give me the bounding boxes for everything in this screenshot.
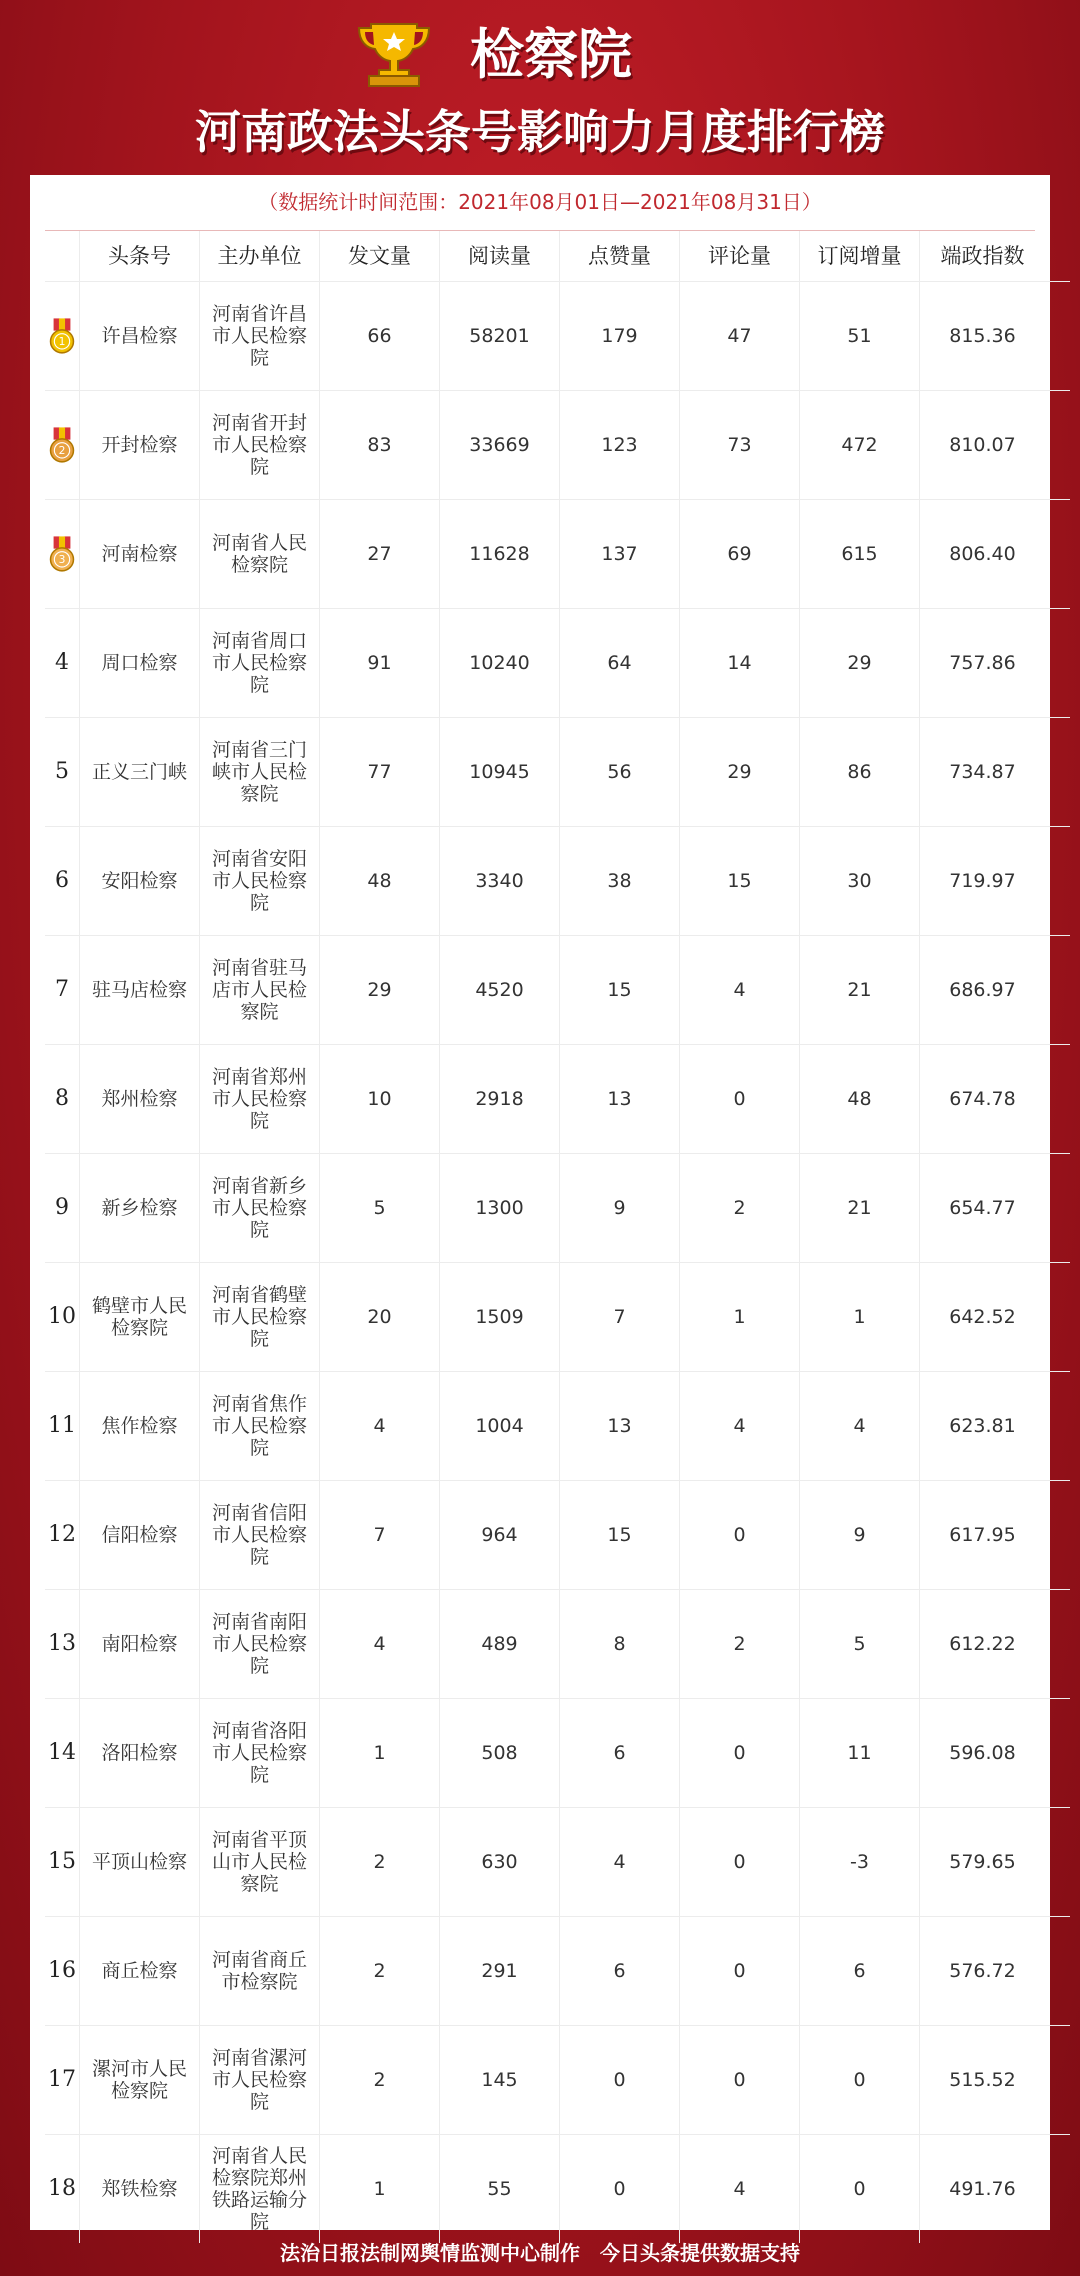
cell-comments: 0: [680, 1917, 800, 2025]
cell-likes: 38: [560, 827, 680, 935]
cell-index: 654.77: [949, 1197, 1016, 1219]
ranking-panel: [30, 175, 1050, 2233]
rank-number: 10: [48, 1304, 76, 1329]
cell-subs: 4: [800, 1372, 920, 1480]
medal-icon: [49, 530, 75, 578]
cell-likes: 13: [560, 1372, 680, 1480]
cell-reads: 55: [440, 2135, 560, 2243]
table-row: [45, 499, 1070, 608]
table-row: [45, 1262, 1070, 1371]
cell-posts: 4: [320, 1590, 440, 1698]
cell-org: 河南省周口市人民检察院: [200, 609, 320, 717]
cell-subs: 5: [800, 1590, 920, 1698]
cell-index: 576.72: [949, 1960, 1016, 1982]
cell-reads: 1300: [440, 1154, 560, 1262]
cell-reads: 2918: [440, 1045, 560, 1153]
cell-subs: 0: [800, 2026, 920, 2134]
rank-number: 18: [48, 2176, 76, 2201]
cell-index: 757.86: [949, 652, 1016, 674]
rank-cell: [45, 282, 80, 390]
cell-account: 洛阳检察: [80, 1699, 200, 1807]
table-row: [45, 2134, 1070, 2243]
cell-reads: 3340: [440, 827, 560, 935]
cell-posts: 4: [320, 1372, 440, 1480]
rank-cell: [45, 2026, 80, 2134]
table-header: [45, 231, 1070, 281]
cell-account: 鹤壁市人民检察院: [80, 1263, 200, 1371]
table-row: [45, 390, 1070, 499]
cell-account: 郑铁检察: [80, 2135, 200, 2243]
table-body: [45, 281, 1070, 2243]
cell-subs: 21: [800, 936, 920, 1044]
cell-org: 河南省洛阳市人民检察院: [200, 1699, 320, 1807]
cell-index: 734.87: [949, 761, 1016, 783]
cell-comments: 2: [680, 1590, 800, 1698]
cell-likes: 123: [560, 391, 680, 499]
table-row: [45, 608, 1070, 717]
rank-cell: [45, 1045, 80, 1153]
cell-comments: 69: [680, 500, 800, 608]
table-row: [45, 1044, 1070, 1153]
cell-reads: 630: [440, 1808, 560, 1916]
cell-posts: 48: [320, 827, 440, 935]
cell-likes: 13: [560, 1045, 680, 1153]
rank-cell: [45, 1808, 80, 1916]
cell-index: 491.76: [949, 2178, 1016, 2200]
rank-cell: [45, 500, 80, 608]
cell-subs: 30: [800, 827, 920, 935]
cell-reads: 1509: [440, 1263, 560, 1371]
cell-comments: 4: [680, 936, 800, 1044]
rank-number: 9: [55, 1195, 69, 1220]
cell-reads: 10945: [440, 718, 560, 826]
cell-org: 河南省开封市人民检察院: [200, 391, 320, 499]
cell-likes: 0: [560, 2135, 680, 2243]
cell-account: 焦作检察: [80, 1372, 200, 1480]
cell-comments: 73: [680, 391, 800, 499]
medal-icon: [49, 312, 75, 360]
cell-likes: 15: [560, 936, 680, 1044]
cell-account: 开封检察: [80, 391, 200, 499]
cell-subs: 86: [800, 718, 920, 826]
cell-subs: 0: [800, 2135, 920, 2243]
rank-cell: [45, 2135, 80, 2243]
cell-comments: 0: [680, 1808, 800, 1916]
rank-cell: [45, 1590, 80, 1698]
rank-cell: [45, 391, 80, 499]
table-row: [45, 1807, 1070, 1916]
cell-likes: 6: [560, 1699, 680, 1807]
cell-reads: 4520: [440, 936, 560, 1044]
cell-org: 河南省平顶山市人民检察院: [200, 1808, 320, 1916]
cell-posts: 2: [320, 2026, 440, 2134]
rank-cell: [45, 1372, 80, 1480]
rank-number: 16: [48, 1958, 76, 1983]
cell-posts: 2: [320, 1808, 440, 1916]
rank-cell: [45, 1154, 80, 1262]
rank-number: 14: [48, 1740, 76, 1765]
rank-number: 13: [48, 1631, 76, 1656]
cell-account: 驻马店检察: [80, 936, 200, 1044]
header-subs: 订阅增量: [800, 231, 920, 281]
rank-number: 12: [48, 1522, 76, 1547]
cell-posts: 29: [320, 936, 440, 1044]
table-row: [45, 2025, 1070, 2134]
cell-likes: 137: [560, 500, 680, 608]
footer-credit: 法治日报法制网舆情监测中心制作 今日头条提供数据支持: [280, 2241, 800, 2265]
cell-account: 信阳检察: [80, 1481, 200, 1589]
cell-index: 642.52: [949, 1306, 1016, 1328]
header-account: 头条号: [80, 231, 200, 281]
cell-index: 623.81: [949, 1415, 1016, 1437]
cell-org: 河南省郑州市人民检察院: [200, 1045, 320, 1153]
cell-posts: 83: [320, 391, 440, 499]
cell-org: 河南省新乡市人民检察院: [200, 1154, 320, 1262]
cell-account: 漯河市人民检察院: [80, 2026, 200, 2134]
cell-comments: 0: [680, 2026, 800, 2134]
cell-comments: 29: [680, 718, 800, 826]
date-range: （数据统计时间范围：2021年08月01日—2021年08月31日）: [45, 175, 1035, 231]
cell-account: 河南检察: [80, 500, 200, 608]
table-row: [45, 1589, 1070, 1698]
header-comments: 评论量: [680, 231, 800, 281]
table-row: [45, 281, 1070, 390]
rank-cell: [45, 1699, 80, 1807]
cell-reads: 11628: [440, 500, 560, 608]
cell-org: 河南省许昌市人民检察院: [200, 282, 320, 390]
cell-index: 515.52: [949, 2069, 1016, 2091]
rank-cell: [45, 1263, 80, 1371]
table-row: [45, 1371, 1070, 1480]
medal-rank-number: 2: [58, 444, 66, 458]
cell-index: 806.40: [949, 543, 1016, 565]
rank-cell: [45, 718, 80, 826]
cell-account: 许昌检察: [80, 282, 200, 390]
header-org: 主办单位: [200, 231, 320, 281]
cell-comments: 47: [680, 282, 800, 390]
cell-index: 810.07: [949, 434, 1016, 456]
ranking-table: [45, 231, 1070, 2243]
table-row: [45, 1153, 1070, 1262]
cell-org: 河南省南阳市人民检察院: [200, 1590, 320, 1698]
page-title: 检察院: [470, 23, 632, 86]
table-row: [45, 935, 1070, 1044]
cell-index: 686.97: [949, 979, 1016, 1001]
cell-org: 河南省焦作市人民检察院: [200, 1372, 320, 1480]
cell-subs: 21: [800, 1154, 920, 1262]
cell-comments: 4: [680, 2135, 800, 2243]
cell-index: 674.78: [949, 1088, 1016, 1110]
cell-likes: 9: [560, 1154, 680, 1262]
cell-reads: 1004: [440, 1372, 560, 1480]
header-reads: 阅读量: [440, 231, 560, 281]
cell-comments: 4: [680, 1372, 800, 1480]
cell-subs: 472: [800, 391, 920, 499]
cell-account: 新乡检察: [80, 1154, 200, 1262]
cell-subs: 29: [800, 609, 920, 717]
rank-number: 4: [55, 650, 69, 675]
cell-posts: 91: [320, 609, 440, 717]
cell-comments: 1: [680, 1263, 800, 1371]
cell-account: 周口检察: [80, 609, 200, 717]
medal-rank-number: 1: [58, 335, 66, 349]
cell-subs: 48: [800, 1045, 920, 1153]
cell-posts: 5: [320, 1154, 440, 1262]
cell-reads: 291: [440, 1917, 560, 2025]
cell-reads: 489: [440, 1590, 560, 1698]
cell-subs: 1: [800, 1263, 920, 1371]
cell-subs: 9: [800, 1481, 920, 1589]
header-posts: 发文量: [320, 231, 440, 281]
rank-number: 15: [48, 1849, 76, 1874]
cell-likes: 15: [560, 1481, 680, 1589]
cell-account: 商丘检察: [80, 1917, 200, 2025]
cell-subs: 51: [800, 282, 920, 390]
cell-account: 正义三门峡: [80, 718, 200, 826]
table-row: [45, 826, 1070, 935]
cell-org: 河南省驻马店市人民检察院: [200, 936, 320, 1044]
cell-comments: 2: [680, 1154, 800, 1262]
cell-likes: 7: [560, 1263, 680, 1371]
cell-comments: 0: [680, 1045, 800, 1153]
cell-posts: 2: [320, 1917, 440, 2025]
page-subtitle: 河南政法头条号影响力月度排行榜: [195, 105, 885, 159]
cell-subs: -3: [800, 1808, 920, 1916]
cell-posts: 66: [320, 282, 440, 390]
cell-likes: 6: [560, 1917, 680, 2025]
cell-subs: 615: [800, 500, 920, 608]
cell-likes: 64: [560, 609, 680, 717]
cell-posts: 1: [320, 2135, 440, 2243]
rank-number: 7: [55, 977, 69, 1002]
header-rank: [45, 231, 80, 281]
cell-org: 河南省商丘市检察院: [200, 1917, 320, 2025]
cell-likes: 8: [560, 1590, 680, 1698]
cell-comments: 0: [680, 1481, 800, 1589]
cell-posts: 77: [320, 718, 440, 826]
cell-org: 河南省人民检察院: [200, 500, 320, 608]
cell-org: 河南省三门峡市人民检察院: [200, 718, 320, 826]
cell-posts: 7: [320, 1481, 440, 1589]
medal-icon: [49, 421, 75, 469]
cell-posts: 20: [320, 1263, 440, 1371]
cell-subs: 11: [800, 1699, 920, 1807]
header-likes: 点赞量: [560, 231, 680, 281]
cell-comments: 14: [680, 609, 800, 717]
cell-org: 河南省鹤壁市人民检察院: [200, 1263, 320, 1371]
cell-account: 平顶山检察: [80, 1808, 200, 1916]
cell-likes: 4: [560, 1808, 680, 1916]
rank-cell: [45, 827, 80, 935]
cell-reads: 964: [440, 1481, 560, 1589]
cell-account: 郑州检察: [80, 1045, 200, 1153]
cell-reads: 33669: [440, 391, 560, 499]
cell-subs: 6: [800, 1917, 920, 2025]
cell-likes: 0: [560, 2026, 680, 2134]
rank-cell: [45, 1481, 80, 1589]
cell-index: 579.65: [949, 1851, 1016, 1873]
rank-cell: [45, 1917, 80, 2025]
rank-number: 11: [48, 1413, 76, 1438]
cell-posts: 27: [320, 500, 440, 608]
table-row: [45, 1916, 1070, 2025]
cell-reads: 10240: [440, 609, 560, 717]
cell-index: 596.08: [949, 1742, 1016, 1764]
table-row: [45, 1698, 1070, 1807]
table-row: [45, 717, 1070, 826]
trophy-icon: [355, 18, 433, 88]
cell-likes: 179: [560, 282, 680, 390]
cell-posts: 1: [320, 1699, 440, 1807]
header: [0, 0, 1080, 175]
medal-rank-number: 3: [58, 553, 66, 567]
cell-org: 河南省人民检察院郑州铁路运输分院: [200, 2135, 320, 2243]
cell-index: 617.95: [949, 1524, 1016, 1546]
cell-org: 河南省安阳市人民检察院: [200, 827, 320, 935]
cell-index: 719.97: [949, 870, 1016, 892]
rank-number: 8: [55, 1086, 69, 1111]
cell-comments: 15: [680, 827, 800, 935]
rank-cell: [45, 936, 80, 1044]
cell-account: 南阳检察: [80, 1590, 200, 1698]
cell-org: 河南省信阳市人民检察院: [200, 1481, 320, 1589]
cell-likes: 56: [560, 718, 680, 826]
cell-index: 815.36: [949, 325, 1016, 347]
cell-posts: 10: [320, 1045, 440, 1153]
rank-number: 5: [55, 759, 69, 784]
table-row: [45, 1480, 1070, 1589]
rank-number: 17: [48, 2067, 76, 2092]
cell-reads: 145: [440, 2026, 560, 2134]
cell-reads: 58201: [440, 282, 560, 390]
cell-reads: 508: [440, 1699, 560, 1807]
cell-comments: 0: [680, 1699, 800, 1807]
rank-number: 6: [55, 868, 69, 893]
cell-org: 河南省漯河市人民检察院: [200, 2026, 320, 2134]
header-index: 端政指数: [940, 244, 1025, 268]
rank-cell: [45, 609, 80, 717]
cell-account: 安阳检察: [80, 827, 200, 935]
cell-index: 612.22: [949, 1633, 1016, 1655]
